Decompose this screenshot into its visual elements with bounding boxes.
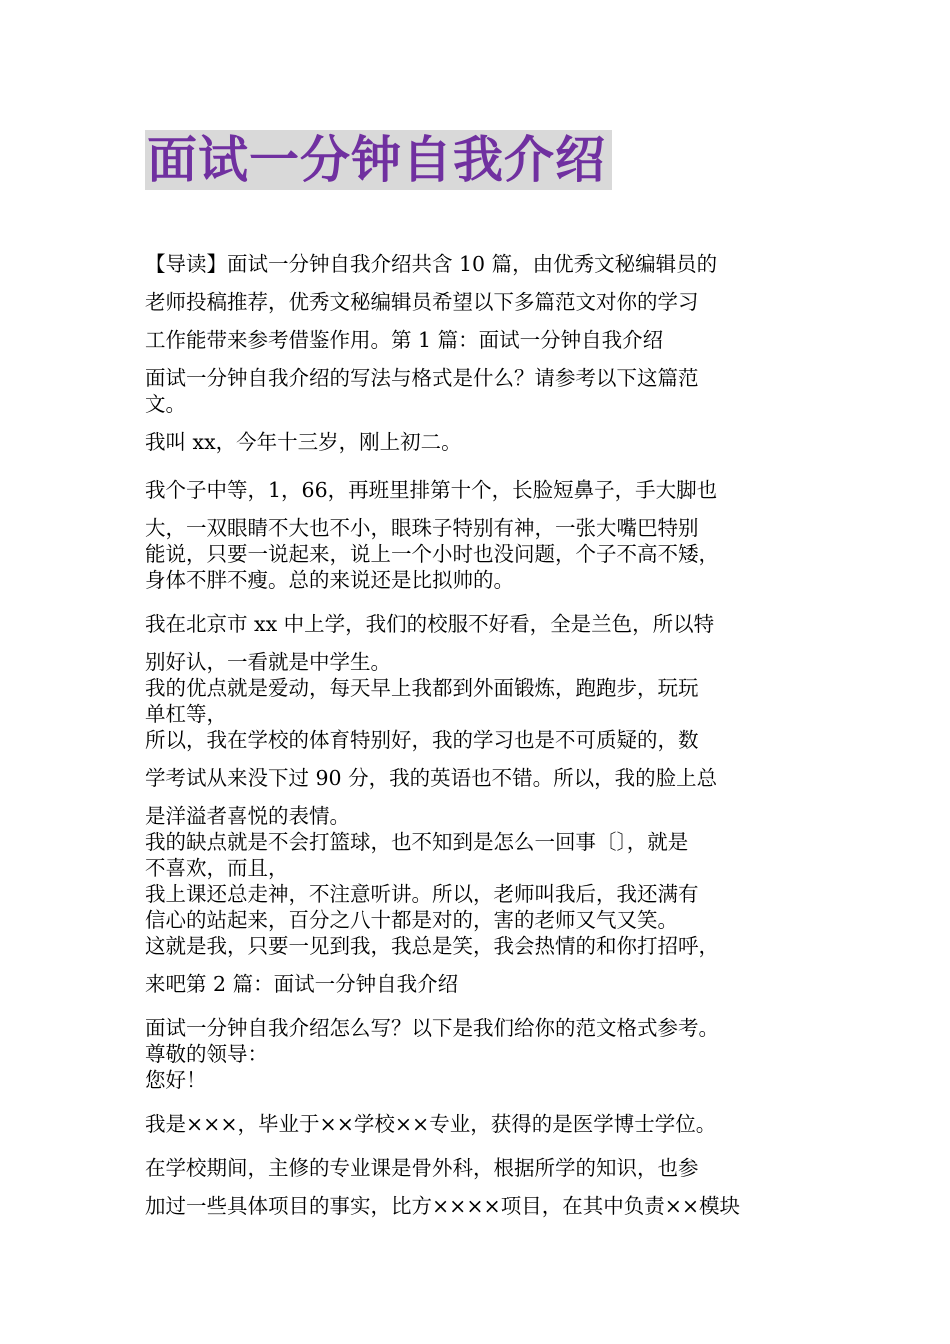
text-line: 我的优点就是爱动，每天早上我都到外面锻炼，跑跑步，玩玩 <box>145 676 699 700</box>
text-line: 来吧第 2 篇：面试一分钟自我介绍 <box>145 972 459 996</box>
text-line: 尊敬的领导： <box>145 1042 268 1066</box>
document-body <box>145 252 825 1218</box>
text-line: 信心的站起来，百分之八十都是对的，害的老师又气又笑。 <box>145 908 678 932</box>
text-line: 能说，只要一说起来，说上一个小时也没问题，个子不高不矮， <box>145 542 719 566</box>
text-line: 您好！ <box>145 1068 207 1092</box>
text-line: 老师投稿推荐，优秀文秘编辑员希望以下多篇范文对你的学习 <box>145 290 699 314</box>
text-line: 我是×××，毕业于××学校××专业，获得的是医学博士学位。 <box>145 1112 717 1136</box>
text-line: 是洋溢者喜悦的表情。 <box>145 804 350 828</box>
text-line: 不喜欢，而且， <box>145 856 289 880</box>
text-line: 大，一双眼睛不大也不小，眼珠子特别有神，一张大嘴巴特别 <box>145 516 699 540</box>
text-line: 面试一分钟自我介绍的写法与格式是什么？请参考以下这篇范 <box>145 366 699 390</box>
text-line: 我叫 xx，今年十三岁，刚上初二。 <box>145 430 462 454</box>
text-line: 文。 <box>145 392 186 416</box>
text-line: 所以，我在学校的体育特别好，我的学习也是不可质疑的，数 <box>145 728 699 752</box>
text-line: 别好认，一看就是中学生。 <box>145 650 391 674</box>
text-line: 我的缺点就是不会打篮球，也不知到是怎么一回事〔〕，就是 <box>145 830 689 854</box>
text-line: 我个子中等，1，66，再班里排第十个，长脸短鼻子，手大脚也 <box>145 478 718 502</box>
document-title: 面试一分钟自我介绍 <box>145 130 612 190</box>
text-line: 学考试从来没下过 90 分，我的英语也不错。所以，我的脸上总 <box>145 766 718 790</box>
text-line: 在学校期间，主修的专业课是骨外科，根据所学的知识，也参 <box>145 1156 699 1180</box>
text-line: 我上课还总走神，不注意听讲。所以，老师叫我后，我还满有 <box>145 882 699 906</box>
text-line: 加过一些具体项目的事实，比方××××项目，在其中负责××模块 <box>145 1194 741 1218</box>
text-line: 单杠等， <box>145 702 227 726</box>
text-line: 【导读】面试一分钟自我介绍共含 10 篇，由优秀文秘编辑员的 <box>145 252 718 276</box>
text-line: 面试一分钟自我介绍怎么写？以下是我们给你的范文格式参考。 <box>145 1016 719 1040</box>
text-line: 工作能带来参考借鉴作用。第 1 篇：面试一分钟自我介绍 <box>145 328 664 352</box>
text-line: 身体不胖不瘦。总的来说还是比拟帅的。 <box>145 568 514 592</box>
text-line: 我在北京市 xx 中上学，我们的校服不好看，全是兰色，所以特 <box>145 612 715 636</box>
text-line: 这就是我，只要一见到我，我总是笑，我会热情的和你打招呼， <box>145 934 719 958</box>
